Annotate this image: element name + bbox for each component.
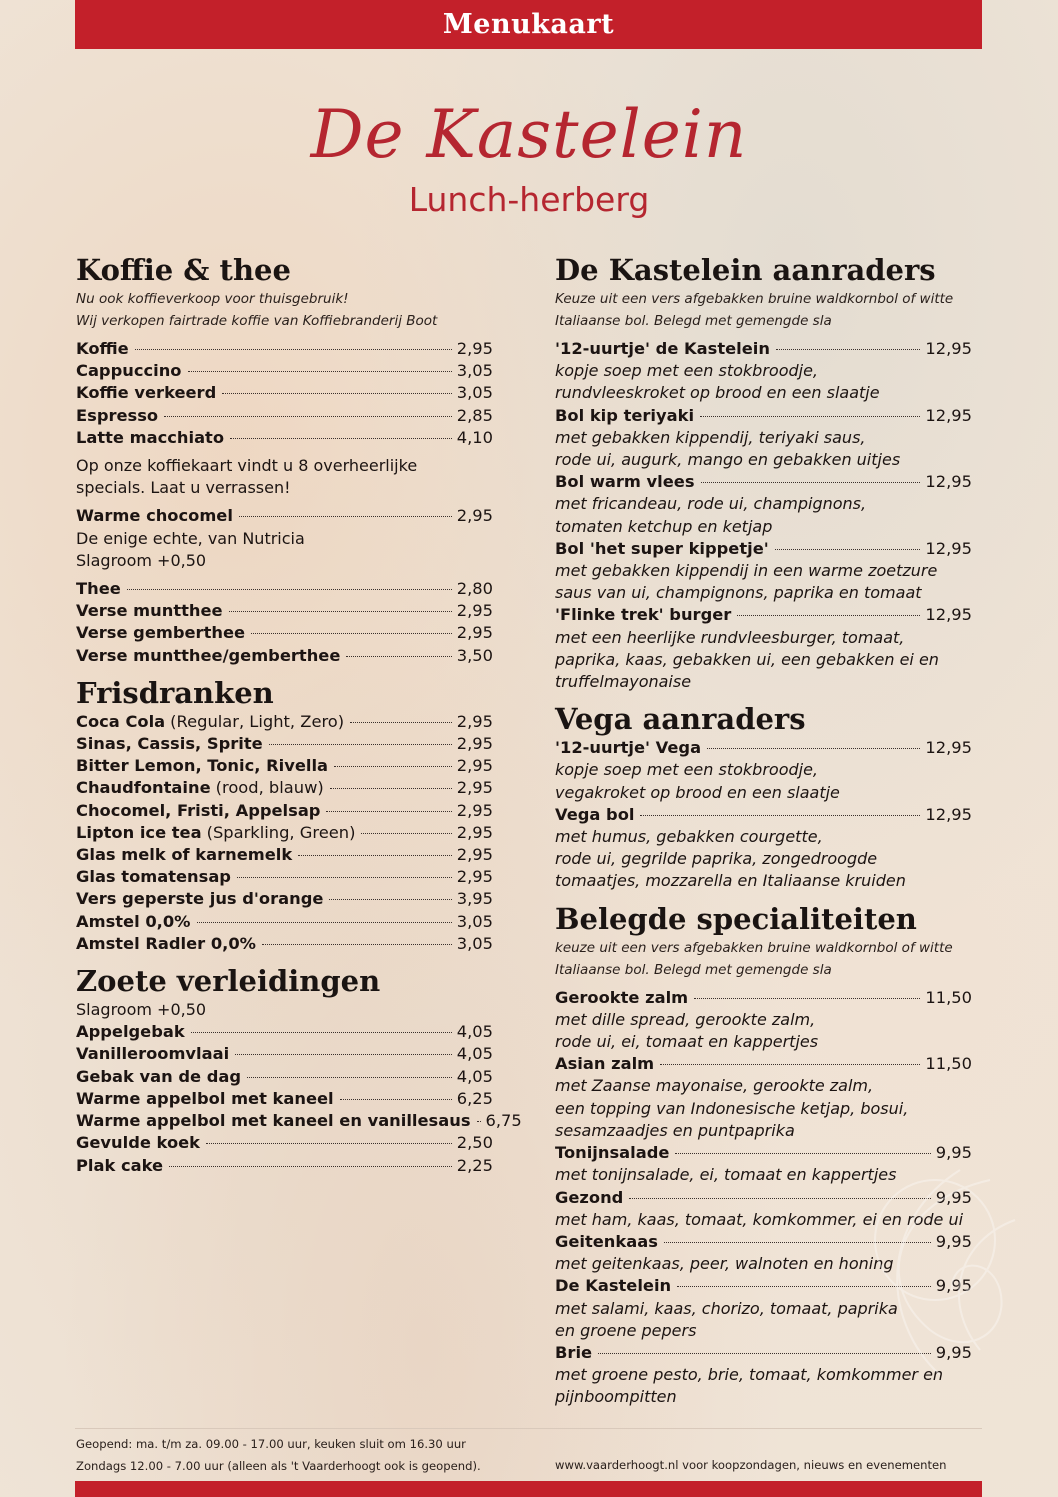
item-description: rode ui, augurk, mango en gebakken uitjes (555, 450, 901, 470)
item-price: 2,80 (456, 579, 493, 599)
menu-item (76, 405, 493, 427)
menu-item (76, 1088, 493, 1110)
dot-leader (127, 589, 452, 590)
item-name: Glas tomatensap (76, 867, 231, 887)
item-name: Appelgebak (76, 1022, 185, 1042)
item-description: tomaatjes, mozzarella en Italiaanse kruiden (555, 871, 906, 891)
item-name: Bitter Lemon, Tonic, Rivella (76, 756, 329, 776)
menu-item (76, 622, 493, 644)
section-title: De Kastelein aanraders (555, 253, 936, 287)
dot-leader (334, 766, 452, 767)
item-description: met salami, kaas, chorizo, tomaat, paprika (555, 1298, 898, 1318)
dot-leader (330, 788, 452, 789)
item-name: '12-uurtje' Vega (555, 738, 702, 758)
header-bar (75, 0, 982, 49)
dot-leader (251, 633, 452, 634)
menu-item (555, 405, 972, 427)
dot-leader (737, 615, 920, 616)
dot-leader (269, 744, 452, 745)
item-name: Chaudfontaine (76, 778, 211, 798)
item-name: Sinas, Cassis, Sprite (76, 734, 263, 754)
menu-item (555, 987, 972, 1009)
item-extra: (Sparkling, Green) (206, 822, 356, 842)
dot-leader (247, 1077, 452, 1078)
menu-item (76, 600, 493, 622)
item-price: 3,05 (456, 383, 493, 403)
section-koffie (76, 252, 493, 667)
item-description: sesamzaadjes en puntpaprika (555, 1120, 795, 1140)
dot-leader (775, 549, 921, 550)
section-zoet (76, 963, 522, 1177)
item-name: Warme chocomel (76, 506, 233, 526)
note: Italiaanse bol. Belegd met gemengde sla (555, 313, 832, 329)
item-price: 6,75 (485, 1111, 522, 1131)
item-name: Verse muntthee/gemberthee (76, 645, 341, 665)
item-price: 2,95 (456, 800, 493, 820)
menu-item (76, 1110, 522, 1132)
item-description: rode ui, ei, tomaat en kappertjes (555, 1032, 819, 1052)
note: Slagroom +0,50 (76, 1000, 207, 1020)
item-name: '12-uurtje' de Kastelein (555, 339, 770, 358)
item-name: Vanilleroomvlaai (76, 1044, 230, 1064)
note: Italiaanse bol. Belegd met gemengde sla (555, 961, 832, 978)
menu-item (76, 822, 493, 844)
menu-item (76, 1155, 493, 1177)
dot-leader (477, 1121, 481, 1122)
item-price: 2,95 (456, 339, 493, 358)
item-description: met een heerlijke rundvleesburger, tomaat, (555, 627, 905, 647)
section-title: Belegde specialiteiten (555, 901, 917, 936)
dot-leader (361, 833, 451, 834)
item-price: 9,95 (935, 1231, 972, 1251)
note: Nu ook koffieverkoop voor thuisgebruik! (76, 291, 349, 307)
item-price: 2,85 (456, 405, 493, 425)
footer-bar (75, 1481, 982, 1497)
item-description: tomaten ketchup en ketjap (555, 516, 773, 536)
menu-item (76, 505, 493, 527)
item-name: Plak cake (76, 1155, 164, 1175)
item-price: 12,95 (925, 538, 972, 558)
dot-leader (164, 416, 452, 417)
dot-leader (707, 748, 920, 749)
menu-title: Menukaart (442, 9, 615, 40)
item-price: 4,05 (456, 1044, 493, 1064)
dot-leader (206, 1143, 452, 1144)
item-price: 3,05 (456, 933, 493, 953)
item-price: 12,95 (925, 405, 972, 425)
item-name: Koffie (76, 339, 129, 358)
section-aanraders (555, 252, 972, 693)
item-price: 2,95 (456, 711, 493, 731)
item-description: met dille spread, gerookte zalm, (555, 1009, 816, 1029)
menu-item (76, 866, 493, 888)
decorative-swirl-icon (840, 1160, 1030, 1400)
item-price: 4,05 (456, 1066, 493, 1086)
item-description: saus van ui, champignons, paprika en tomaat (555, 583, 922, 603)
item-price: 2,95 (456, 845, 493, 865)
item-price: 3,05 (456, 911, 493, 931)
item-description: met gebakken kippendij in een warme zoetzure (555, 561, 938, 581)
item-name: Bol 'het super kippetje' (555, 538, 769, 558)
item-price: 2,50 (456, 1133, 493, 1153)
opening-hours-line: Geopend: ma. t/m za. 09.00 - 17.00 uur, keuken sluit om 16.30 uur (76, 1437, 466, 1451)
item-description: en groene pepers (555, 1320, 697, 1340)
website-link[interactable]: www.vaarderhoogt.nl voor koopzondagen, nieuws en evenementen (555, 1458, 947, 1472)
item-name: 'Flinke trek' burger (555, 605, 732, 625)
dot-leader (329, 899, 451, 900)
item-description: rode ui, gegrilde paprika, zongedroogde (555, 849, 878, 869)
menu-item (76, 382, 493, 404)
menu-item (76, 711, 493, 733)
menu-item (555, 471, 972, 493)
item-description: een topping van Indonesische ketjap, bosui, (555, 1098, 909, 1118)
dot-leader (640, 815, 920, 816)
item-name: Espresso (76, 405, 159, 425)
item-name: Gebak van de dag (76, 1066, 242, 1086)
dot-leader (262, 944, 452, 945)
item-description: vegakroket op brood en een slaatje (555, 782, 840, 802)
item-price: 9,95 (935, 1187, 972, 1207)
menu-item (555, 604, 972, 626)
menu-item (76, 427, 493, 449)
dot-leader (135, 349, 452, 350)
item-price: 11,50 (925, 1054, 972, 1074)
item-price: 2,95 (456, 601, 493, 621)
section-vega (555, 701, 972, 892)
dot-leader (229, 611, 452, 612)
item-price: 9,95 (935, 1276, 972, 1296)
dot-leader (340, 1099, 452, 1100)
item-name: Bol kip teriyaki (555, 405, 695, 425)
menu-item (555, 338, 972, 360)
dot-leader (326, 811, 451, 812)
section-title: Frisdranken (76, 675, 274, 710)
specials-text: specials. Laat u verrassen! (76, 478, 291, 498)
item-name: Brie (555, 1342, 593, 1362)
dot-leader (230, 438, 452, 439)
dot-leader (346, 656, 451, 657)
item-price: 2,95 (456, 778, 493, 798)
menu-item (76, 733, 493, 755)
item-description: met Zaanse mayonaise, gerookte zalm, (555, 1076, 874, 1096)
dot-leader (239, 516, 452, 517)
item-name: Tonijnsalade (555, 1143, 670, 1163)
item-name: Koffie verkeerd (76, 383, 217, 403)
item-description: met groene pesto, brie, tomaat, komkommer en (555, 1365, 944, 1385)
item-description: met humus, gebakken courgette, (555, 827, 823, 847)
left-column (76, 252, 522, 1177)
item-description: pijnboompitten (555, 1387, 677, 1407)
item-name: Cappuccino (76, 361, 182, 381)
item-description: met ham, kaas, tomaat, komkommer, ei en rode ui (555, 1209, 964, 1229)
item-price: 12,95 (925, 605, 972, 625)
item-price: 2,95 (456, 506, 493, 526)
item-name: Gerookte zalm (555, 987, 689, 1007)
dot-leader (298, 855, 452, 856)
item-description: met fricandeau, rode ui, champignons, (555, 494, 867, 514)
item-price: 4,10 (456, 427, 493, 447)
menu-item (555, 538, 972, 560)
menu-item (555, 737, 972, 759)
menu-item (76, 1043, 493, 1065)
menu-item (76, 911, 493, 933)
item-name: Vega bol (555, 804, 635, 824)
section-title: Zoete verleidingen (76, 964, 381, 999)
dot-leader (350, 722, 452, 723)
menu-item (76, 338, 493, 360)
menu-item (76, 360, 493, 382)
note: Wij verkopen fairtrade koffie van Koffiebranderij Boot (76, 313, 438, 329)
item-price: 12,95 (925, 738, 972, 758)
item-name: Lipton ice tea (76, 822, 202, 842)
section-frisdranken (76, 675, 493, 955)
menu-item (76, 755, 493, 777)
item-description: Slagroom +0,50 (76, 550, 207, 570)
menu-item (76, 578, 493, 600)
item-name: Geitenkaas (555, 1231, 658, 1251)
dot-leader (675, 1153, 930, 1154)
section-title: Koffie & thee (76, 253, 291, 287)
item-price: 2,95 (456, 623, 493, 643)
item-description: met gebakken kippendij, teriyaki saus, (555, 427, 866, 447)
item-price: 2,95 (456, 867, 493, 887)
menu-item (76, 645, 493, 667)
item-name: Gevulde koek (76, 1133, 201, 1153)
item-description: kopje soep met een stokbroodje, (555, 361, 819, 381)
item-name: Gezond (555, 1187, 624, 1207)
logo-name: De Kastelein (310, 96, 748, 173)
dot-leader (776, 349, 920, 350)
opening-hours (76, 1433, 481, 1477)
section-title: Vega aanraders (555, 702, 806, 737)
item-price: 3,95 (456, 889, 493, 909)
dot-leader (235, 1054, 452, 1055)
dot-leader (694, 998, 920, 999)
item-price: 2,25 (456, 1155, 493, 1175)
dot-leader (191, 1032, 452, 1033)
item-price: 9,95 (935, 1342, 972, 1362)
item-name: De Kastelein (555, 1276, 672, 1296)
note: Keuze uit een vers afgebakken bruine waldkornbol of witte (555, 291, 954, 307)
menu-item (555, 804, 972, 826)
item-name: Asian zalm (555, 1054, 655, 1074)
item-name: Verse gemberthee (76, 623, 246, 643)
item-description: truffelmayonaise (555, 672, 692, 692)
opening-hours-line: Zondags 12.00 - 7.00 uur (alleen als 't Vaarderhoogt ook is geopend). (76, 1459, 481, 1473)
item-description: De enige echte, van Nutricia (76, 528, 305, 548)
item-price: 2,95 (456, 756, 493, 776)
dot-leader (701, 482, 921, 483)
item-name: Thee (76, 579, 121, 599)
item-name: Amstel Radler 0,0% (76, 933, 256, 953)
item-description: rundvleeskroket op brood en een slaatje (555, 383, 880, 403)
item-description: paprika, kaas, gebakken ui, een gebakken ei en (555, 649, 939, 669)
item-price: 2,95 (456, 734, 493, 754)
dot-leader (700, 416, 920, 417)
item-name: Vers geperste jus d'orange (76, 889, 324, 909)
note: keuze uit een vers afgebakken bruine waldkornbol of witte (555, 939, 953, 956)
menu-item (76, 844, 493, 866)
menu-item (555, 1053, 972, 1075)
item-price: 3,50 (456, 645, 493, 665)
item-name: Warme appelbol met kaneel (76, 1088, 334, 1108)
footer-divider (75, 1428, 982, 1429)
item-name: Latte macchiato (76, 427, 225, 447)
dot-leader (169, 1166, 452, 1167)
item-price: 11,50 (925, 987, 972, 1007)
item-name: Warme appelbol met kaneel en vanillesaus (76, 1111, 471, 1131)
menu-item (76, 800, 493, 822)
item-price: 12,95 (925, 804, 972, 824)
item-name: Amstel 0,0% (76, 911, 191, 931)
item-name: Verse muntthee (76, 601, 223, 621)
dot-leader (222, 393, 452, 394)
item-price: 2,95 (456, 822, 493, 842)
dot-leader (188, 371, 452, 372)
item-price: 9,95 (935, 1143, 972, 1163)
item-name: Bol warm vlees (555, 472, 695, 492)
item-extra: (Regular, Light, Zero) (170, 711, 345, 731)
item-name: Chocomel, Fristi, Appelsap (76, 800, 321, 820)
item-description: met geitenkaas, peer, walnoten en honing (555, 1254, 894, 1274)
item-description: kopje soep met een stokbroodje, (555, 760, 819, 780)
dot-leader (660, 1064, 920, 1065)
item-price: 3,05 (456, 361, 493, 381)
item-price: 12,95 (925, 339, 972, 358)
logo-subtitle: Lunch-herberg (408, 180, 650, 219)
menu-item (76, 1066, 493, 1088)
item-price: 4,05 (456, 1022, 493, 1042)
item-name: Coca Cola (76, 711, 166, 731)
item-name: Glas melk of karnemelk (76, 845, 293, 865)
item-price: 6,25 (456, 1088, 493, 1108)
specials-text: Op onze koffiekaart vindt u 8 overheerlijke (76, 456, 418, 476)
menu-item (76, 1021, 493, 1043)
menu-item (76, 888, 493, 910)
item-description: met tonijnsalade, ei, tomaat en kappertjes (555, 1165, 897, 1185)
item-extra: (rood, blauw) (215, 778, 324, 798)
menu-item (76, 1132, 493, 1154)
dot-leader (197, 922, 452, 923)
dot-leader (237, 877, 452, 878)
item-price: 12,95 (925, 472, 972, 492)
menu-item (76, 777, 493, 799)
menu-item (76, 933, 493, 955)
